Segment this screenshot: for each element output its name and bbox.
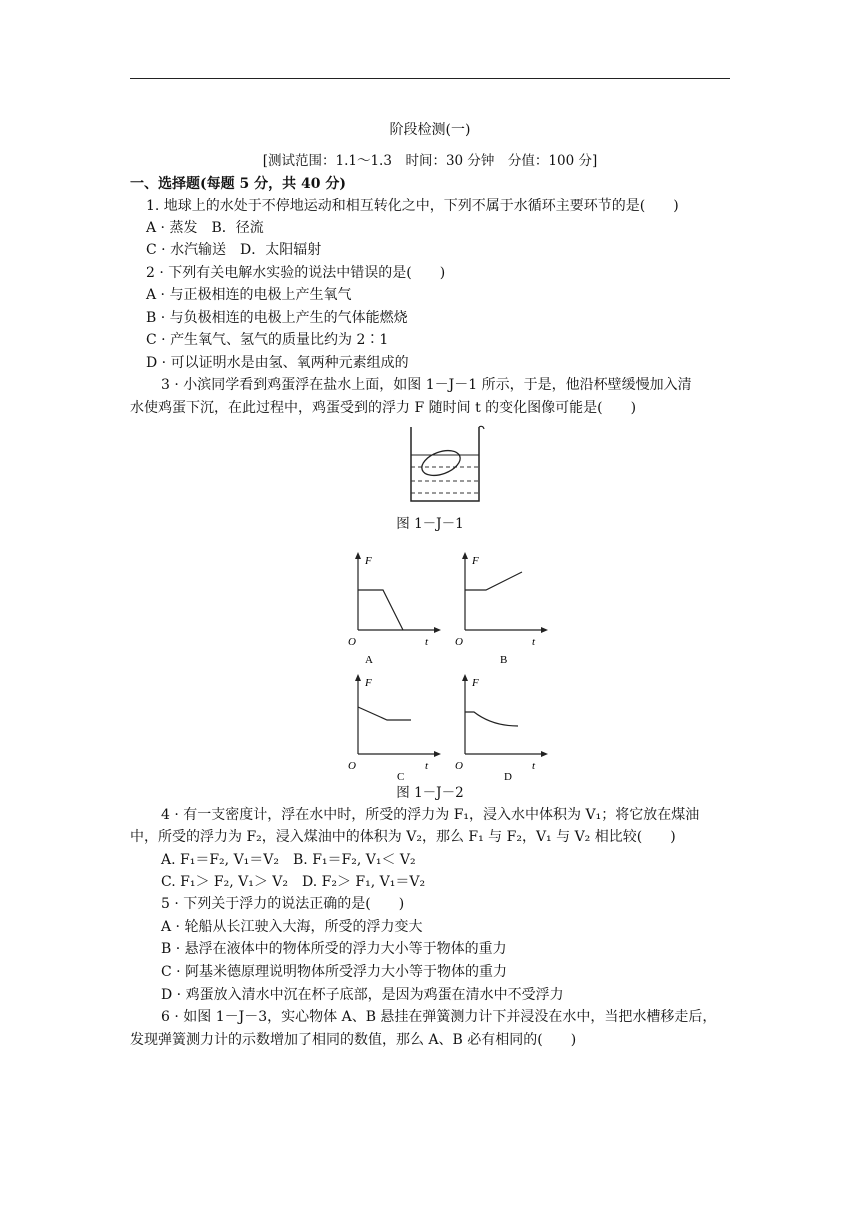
q6-stem-line2: 发现弹簧测力计的示数增加了相同的数值，那么 A、B 必有相同的( ) — [130, 1032, 577, 1048]
q5-option-b: B · 悬浮在液体中的物体所受的浮力大小等于物体的重力 — [161, 941, 507, 957]
graph-a-x-label: t — [425, 636, 429, 648]
top-rule — [130, 78, 730, 79]
graph-b-y-label: F — [472, 555, 479, 567]
figure-1-caption: 图 1－J－1 — [396, 516, 464, 532]
graph-a — [345, 548, 445, 666]
graph-d-y-label: F — [472, 677, 479, 689]
q1-options-ab: A · 蒸发 B．径流 — [146, 220, 264, 236]
q5-option-d: D · 鸡蛋放入清水中沉在杯子底部，是因为鸡蛋在清水中不受浮力 — [161, 987, 564, 1003]
page-title: 阶段检测(一) — [389, 122, 471, 138]
test-range: [测试范围：1.1～1.3 时间：30 分钟 分值：100 分] — [262, 153, 598, 169]
q4-stem-line2: 中，所受的浮力为 F₂，浸入煤油中的体积为 V₂，那么 F₁ 与 F₂，V₁ 与 V₂ 相比较( ) — [130, 829, 676, 845]
graph-c-origin: O — [348, 760, 356, 772]
q3-stem-line2: 水使鸡蛋下沉，在此过程中，鸡蛋受到的浮力 F 随时间 t 的变化图像可能是( ) — [130, 400, 637, 416]
graph-d-origin: O — [455, 760, 463, 772]
q5-option-c: C · 阿基米德原理说明物体所受浮力大小等于物体的重力 — [161, 964, 508, 980]
graph-a-letter: A — [365, 654, 373, 666]
graph-b-origin: O — [455, 636, 463, 648]
q2-option-b: B · 与负极相连的电极上产生的气体能燃烧 — [146, 310, 408, 326]
q2-stem: 2 · 下列有关电解水实验的说法中错误的是( ) — [146, 265, 446, 281]
graph-c-letter: C — [397, 771, 405, 783]
q3-stem-line1: 3 · 小滨同学看到鸡蛋浮在盐水上面，如图 1－J－1 所示，于是，他沿杯壁缓慢加入清 — [161, 377, 692, 393]
graph-d-letter: D — [504, 771, 512, 783]
q2-option-d: D · 可以证明水是由氢、氧两种元素组成的 — [146, 355, 409, 371]
q4-options-ab: A. F₁＝F₂, V₁＝V₂ B. F₁＝F₂, V₁＜ V₂ — [161, 852, 416, 868]
graph-d-x-label: t — [532, 760, 536, 772]
graph-c-y-label: F — [365, 677, 372, 689]
graph-d — [452, 670, 552, 782]
q6-stem-line1: 6 · 如图 1－J－3，实心物体 A、B 悬挂在弹簧测力计下并浸没在水中，当把水槽移走后， — [161, 1009, 717, 1025]
q4-options-cd: C. F₁＞ F₂, V₁＞ V₂ D. F₂＞ F₁, V₁＝V₂ — [161, 874, 426, 890]
beaker-figure — [405, 423, 485, 505]
q2-option-a: A · 与正极相连的电极上产生氧气 — [146, 287, 352, 303]
graph-b — [452, 548, 552, 666]
graph-a-origin: O — [348, 636, 356, 648]
section-heading: 一、选择题(每题 5 分，共 40 分) — [130, 176, 346, 192]
graph-a-y-label: F — [365, 555, 372, 567]
q5-stem: 5 · 下列关于浮力的说法正确的是( ) — [161, 896, 405, 912]
graph-c — [345, 670, 445, 782]
q5-option-a: A · 轮船从长江驶入大海，所受的浮力变大 — [161, 919, 423, 935]
q1-stem: 1. 地球上的水处于不停地运动和相互转化之中，下列不属于水循环主要环节的是( ) — [146, 198, 679, 214]
graph-b-x-label: t — [532, 636, 536, 648]
graph-b-letter: B — [500, 654, 508, 666]
graph-c-x-label: t — [425, 760, 429, 772]
figure-2-caption: 图 1－J－2 — [396, 785, 464, 801]
q2-option-c: C · 产生氧气、氢气的质量比约为 2∶1 — [146, 332, 389, 348]
q1-options-cd: C · 水汽输送 D．太阳辐射 — [146, 242, 322, 258]
q4-stem-line1: 4 · 有一支密度计，浮在水中时，所受的浮力为 F₁，浸入水中体积为 V₁；将它放在煤油 — [161, 807, 700, 823]
